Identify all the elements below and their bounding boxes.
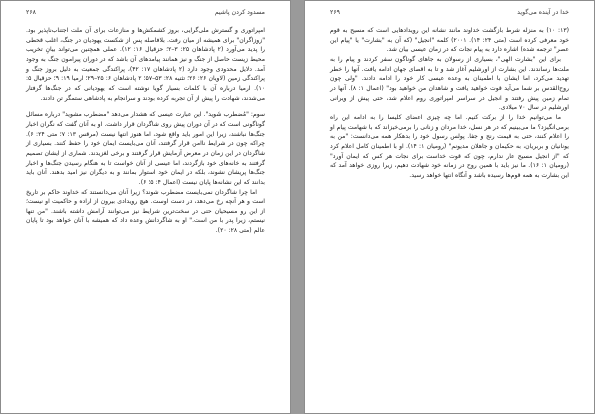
body-text xyxy=(330,26,569,181)
page-header xyxy=(330,9,569,19)
paragraph: امپراتوری و گسترش ملی‌گرایی، بروز کشمکش‌ها و منازعات برای آن ملت اجتناب‌ناپذیر بود. "زوزاگران" برای همیشه از میان رفت. بلافاصله پس از شکست یهودیان در جنگ، اغلب قحطی را پدید می‌آورد (۲ پادشاهان ۲۵: ۳–۲؛ حزقیال ۱۶: ۱۲). عملی همچنین می‌تواند بیانِ تخریب محیط زیست حاصل از جنگ و نیز همانند پیامدهای آن باشد که در دوران پیرامون جنگ به وجود آمد. دلایل محدودی وجود دارد (۲ پادشاهان ۱۷: ۴۲)، پراکندگی جمعیت به دلیل بروز جنگ و پراکندگی زمین (لاویان ۲۶: ۲۶؛ تثنیه ۲۸: ۵۳–۵۷؛ ۲ پادشاهان ۶: ۲۵–۲۹؛ ارمیا ۱۹: ۹؛ حزقیال ۵: ۱۰). ارمیا درباره آن با کلمات بسیار گویا نوشته است که یهودیانی که در جنگ‌ها گرفتار می‌شدند، شهادت را پیش از آن تجربه کرده بودند و سرانجام به پادشاهی ستمگر تن دادند. xyxy=(26,27,265,102)
paragraph: سوم: "مُضطرب شَوید". این عبارت عیسی که هشدار می‌دهد "مضطرب مشوید" درباره مسائل گوناگونی است که در آن دوران پیش روی شاگردان قرار داشت. او به آنان گفت که نگران اخبار جنگ‌ها نباشند، زیرا این امور باید واقع شود، اما هنوز انتها نیست (مرقس ۱۳: ۷؛ متی ۲۴: ۶). چراکه چون در شرایط ناامن قرار گرفتند، آنان می‌بایست ایمان خود را حفظ کنند. بسیاری از شاگردان در این زمان در معرض آزمایش قرار گرفتند و برخی لغزیدند. شماری از ایشان تصمیم گرفتند به خانه‌های خود بازگردند، اما عیسی از آنان خواست تا به هنگام رسیدن جنگ‌ها و اخبار جنگ‌ها پریشان نشوند، بلکه در ایمان خود استوار بمانند و به دیگران نیز امید بدهند. آنان باید بدانند که این نشانه‌ها پایان نیست (اعمال ۴: ۵؛ ۶). xyxy=(26,111,265,186)
paragraph: ما می‌توانیم خدا را از برکت کنیم. اما چه چیزی اعضای کلیسا را به ادامه این راه برمی‌انگیزد؟ ما می‌بینیم که در هر نسل، خدا مردان و زنانی را برمی‌خیزاند که با شهامت پیام او را اعلام کنند، حتی به قیمت رنج و جفا. پولس رسول خود را بدهکار همه می‌دانست: "من به یونانیان و بربریان، به حکیمان و جاهلان مدیونم" (رومیان ۱: ۱۴). او با اطمینان کامل اعلام کرد که "از انجیل مسیح عار ندارم، چون که قوت خداست برای نجات هر کس که ایمان آورد" (رومیان ۱: ۱۶). ما نیز باید با همین روح در زمانه خود شهادت دهیم، زیرا روزی خواهد آمد که این بشارت به همه قوم‌ها رسیده باشد و آنگاه انتها خواهد رسید. xyxy=(330,113,569,179)
paragraph: اما چرا شاگردان نمی‌بایست مضطرب شوند؟ زیرا آنان می‌دانستند که خداوند حاکم بر تاریخ است و هر آنچه رخ می‌دهد، در دست اوست. هیچ رویدادی بیرون از اراده و حاکمیت او نیست؛ از این رو مسیحیان حتی در سخت‌ترین شرایط نیز می‌توانند آرامش داشته باشند. "من تنها نیستم، زیرا پدر با من است." او به شاگردانش وعده داد که همیشه با آنان خواهد بود تا پایان عالم (متی ۲۸: ۲۰). xyxy=(26,188,265,235)
header-title: خدا در آینده می‌گوید xyxy=(517,9,569,16)
page-header xyxy=(26,9,265,19)
page-number: ۲۶۹ xyxy=(330,9,340,16)
right-page xyxy=(304,0,595,414)
body-text xyxy=(26,26,265,236)
left-page xyxy=(0,0,291,414)
page-number: ۲۶۸ xyxy=(26,9,36,16)
paragraph: برای این "بشارت الهی"، بسیاری از رسولان به جاهای گوناگون سفر کردند و پیام را به ملت‌ها رساندند. این بشارت از اورشلیم آغاز شد و تا به اقصای جهان ادامه یافت. آنها را خطر تهدید می‌کرد، اما ایشان با اطمینان به وعده عیسی کار خود را ادامه دادند. "ولی چون روح‌القدس بر شما می‌آید قوت خواهید یافت و شاهدان من خواهید بود" (اعمال ۱: ۸). آنها در تمام زمین پیش رفتند و انجیل در سراسر امپراتوری روم اعلام شد، حتی پیش از ویرانی اورشلیم در سال ۷۰ میلادی. xyxy=(330,55,569,112)
paragraph: (۱۳: ۱۰) به منزله شرط بازگشت خداوند مانند نشانه این رویدادهایی است که مسیح به قوم خود معرفی کرده است (متی ۲۴: ۱۴). ۲۰۰۱) کلمه "انجیل" (که آن به "بشارت" یا "پیام این عصر" ترجمه شده) اشاره دارد به پیام نجات که در زمان عیسی بیان شد. xyxy=(330,27,569,54)
header-title: مسدود کردن پاشیم xyxy=(214,9,265,16)
